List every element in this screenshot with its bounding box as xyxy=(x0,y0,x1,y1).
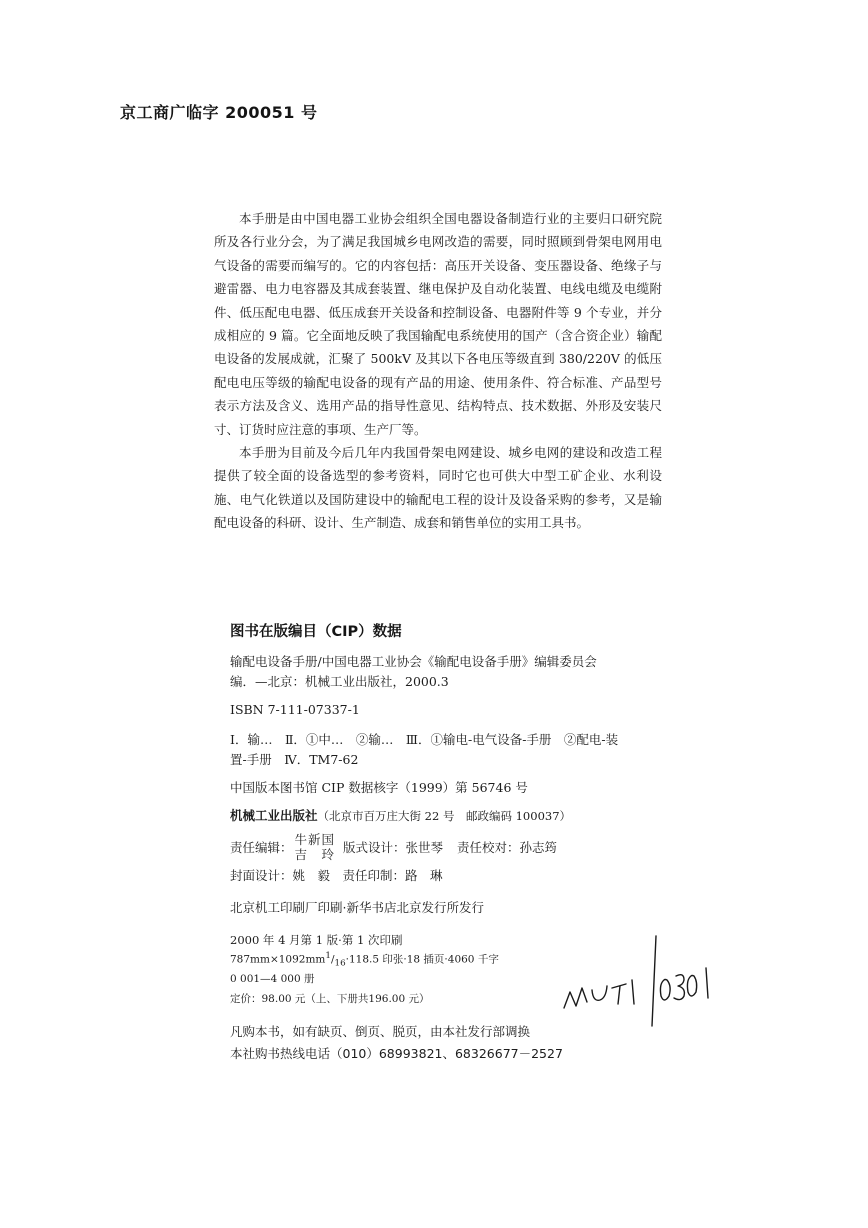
publisher-name: 机械工业出版社 xyxy=(230,808,318,823)
license-number: 京工商广临字 200051 号 xyxy=(120,103,318,122)
cover-credits: 封面设计：姚 毅 责任印制：路 琳 xyxy=(230,868,443,883)
editor-names xyxy=(295,832,336,862)
format-size: 787mm×1092mm xyxy=(230,953,326,966)
intro-paragraph: 本手册是由中国电器工业协会组织全国电器设备制造行业的主要归口研究院所及各行业分会，为了满足我国城乡电网改造的需要，同时照顾到骨架电网用电气设备的需要而编写的。它的内容包括：高压开关设备、变压器设备、绝缘子与避雷器、电力电容器及其成套装置、继电保护及自动化装置、电线电缆及电缆附件、低压配电电器、低压成套开关设备和控制设备、电器附件等 9 个专业，并分成相应的 9 篇。它全面地反映了我国输配电系统使用的国产（含合资企业）输配电设备的发展成就，汇聚了 500kV 及其以下各电压等级直到 380/220V 的低压配电电压等级的输配电设备的现有产品的用途、使用条件、符合标准、产品型号表示方法及含义、选用产品的指导性意见、结构特点、技术数据、外形及安装尺寸、订货时应注意的事项、生产厂等。 xyxy=(214,211,662,437)
format-line xyxy=(230,951,499,969)
classification-line-2: 置-手册 Ⅳ．TM7-62 xyxy=(230,752,359,767)
format-slash: / xyxy=(330,953,335,966)
editor-name: 牛新国 xyxy=(294,832,336,847)
format-numerator: 1 xyxy=(325,951,331,961)
editor-name: 吉 玲 xyxy=(294,847,336,862)
handwritten-signature xyxy=(560,930,720,1030)
hotline: 本社购书热线电话（010）68993821、68326677－2527 xyxy=(230,1046,563,1061)
layout-designer: 版式设计：张世琴 xyxy=(343,840,444,855)
editor-credits xyxy=(230,832,557,862)
publisher xyxy=(230,806,571,824)
cip-heading: 图书在版编目（CIP）数据 xyxy=(230,624,402,640)
publisher-address: （北京市百万庄大街 22 号 邮政编码 100037） xyxy=(317,809,572,823)
format-denominator: 16 xyxy=(334,958,346,969)
classification-line: Ⅰ．输… Ⅱ．①中… ②输… Ⅲ．①输电-电气设备-手册 ②配电-装 xyxy=(230,732,619,747)
cip-publication-line: 编．—北京：机械工业出版社，2000.3 xyxy=(230,674,449,689)
replacement-notice: 凡购本书，如有缺页、倒页、脱页，由本社发行部调换 xyxy=(230,1024,531,1039)
cip-record-number: 中国版本图书馆 CIP 数据核字（1999）第 56746 号 xyxy=(230,780,528,795)
editor-label: 责任编辑： xyxy=(230,840,293,855)
intro-paragraph: 本手册为目前及今后几年内我国骨架电网建设、城乡电网的建设和改造工程提供了较全面的设备选型的参考资料，同时它也可供大中型工矿企业、水利设施、电气化铁道以及国防建设中的输配电工程的设计及设备采购的参考，又是输配电设备的科研、设计、生产制造、成套和销售单位的实用工具书。 xyxy=(214,445,662,531)
price: 定价：98.00 元（上、下册共196.00 元） xyxy=(230,993,430,1005)
proofreader: 责任校对：孙志筠 xyxy=(457,840,558,855)
print-run: 0 001—4 000 册 xyxy=(230,973,315,985)
introduction xyxy=(214,207,662,535)
isbn: ISBN 7-111-07337-1 xyxy=(230,702,360,717)
cip-title-line: 输配电设备手册/中国电器工业协会《输配电设备手册》编辑委员会 xyxy=(230,654,597,669)
format-details: ·118.5 印张·18 插页·4060 千字 xyxy=(345,953,499,966)
edition-line: 2000 年 4 月第 1 版·第 1 次印刷 xyxy=(230,933,403,947)
printer-line: 北京机工印刷厂印刷·新华书店北京发行所发行 xyxy=(230,900,484,915)
